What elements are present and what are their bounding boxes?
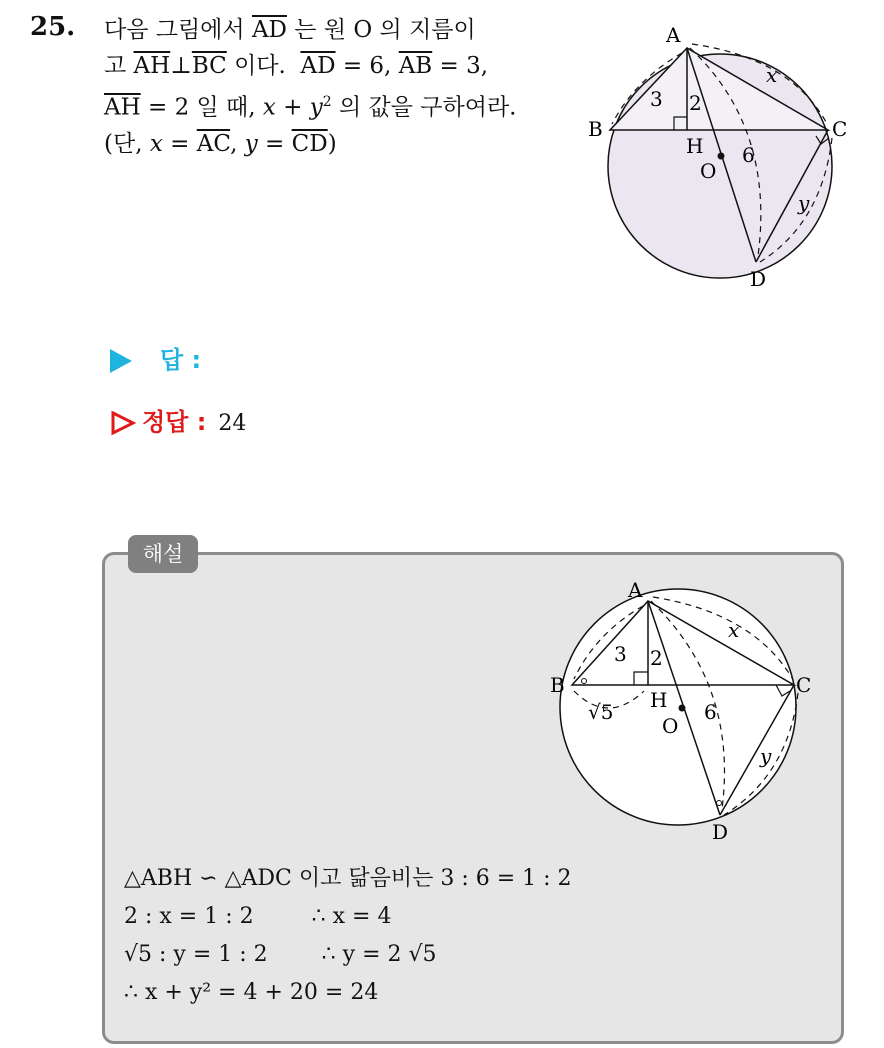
question-number: 25. [30,12,76,42]
perp-symbol: ⊥ [170,53,192,79]
label-B: B [550,673,565,697]
center-dot [718,153,725,160]
segment-AB: $\overline{AB}$ [398,53,433,79]
solution-figure [538,575,818,843]
text-fragment: , [230,130,245,157]
answer-row [110,340,201,375]
solution-text [124,860,572,1012]
correct-answer-value: 24 [218,411,247,436]
length-AB: 3 [614,642,627,666]
text-fragment: = [162,130,197,157]
question-line-3 [104,84,574,126]
label-O: O [700,159,717,183]
text-fragment: (단, [104,130,150,157]
var-y: y [309,94,323,121]
length-AH: 2 [650,646,663,670]
segment-AH: $\overline{AH}$ [133,53,171,79]
question-line-2 [104,48,574,84]
text-fragment: 의 값을 구하여라. [331,94,517,121]
var-x: x [262,94,276,121]
solution-line-3 [124,936,572,974]
text-fragment: = [257,130,292,157]
label-H: H [686,134,704,158]
label-A: A [628,578,643,602]
play-arrow-icon [110,349,132,373]
label-A: A [666,23,681,47]
center-dot [679,705,686,712]
segment-CD: $\overline{CD}$ [291,130,328,157]
label-D: D [712,820,729,844]
question-text [104,12,574,162]
segment-AC: $\overline{AC}$ [196,130,231,157]
correct-answer-row [110,402,246,437]
length-OD: 6 [742,143,755,167]
label-H: H [650,688,668,712]
text-fragment: = 6, [335,53,392,79]
segment-BC: $\overline{BC}$ [191,53,227,79]
label-C: C [796,673,812,697]
text-fragment: = 2 일 때, [140,94,263,121]
length-OD: 6 [704,700,717,724]
solution-eq: 2 : x = 1 : 2 [124,904,254,929]
segment-AH: $\overline{AH}$ [104,94,141,121]
question-line-1 [104,12,574,48]
text-fragment: 이다. [226,53,286,79]
segment-AD: $\overline{AD}$ [300,53,336,79]
solution-line-2 [124,898,572,936]
label-B: B [588,117,603,141]
solution-eq: √5 : y = 1 : 2 [124,942,268,967]
var-x: x [149,130,163,157]
outline-arrow-icon [110,410,136,436]
solution-line-4: ∴ x + y² = 4 + 20 = 24 [124,980,379,1005]
length-x: x [766,63,778,87]
text-fragment: 는 원 O 의 지름이 [287,17,476,43]
solution-line-1: △ABH ∽ △ADC 이고 닮음비는 3 : 6 = 1 : 2 [124,866,572,891]
length-y: y [760,744,772,768]
label-D: D [750,267,767,291]
text-fragment: 고 [104,53,134,79]
solution-tag: 해설 [128,535,198,573]
question-figure [590,18,860,298]
label-C: C [832,117,848,141]
text-fragment: 다음 그림에서 [104,17,252,43]
correct-answer-label: 정답 : [142,408,207,436]
solution-result: ∴ y = 2 √5 [321,942,437,967]
text-fragment: + [275,94,310,121]
length-AH: 2 [689,91,702,115]
text-fragment: = 3, [432,53,489,79]
length-y: y [798,191,810,215]
length-x: x [728,618,740,642]
length-AB: 3 [650,87,663,111]
exponent: 2 [322,94,332,110]
text-fragment: ) [327,130,337,157]
answer-label: 답 : [160,346,202,374]
segment-AD: $\overline{AD}$ [251,17,287,43]
label-O: O [662,714,679,738]
length-sqrt5: √5 [588,700,614,724]
var-y: y [244,130,258,157]
question-line-4 [104,126,574,162]
solution-result: ∴ x = 4 [311,904,392,929]
